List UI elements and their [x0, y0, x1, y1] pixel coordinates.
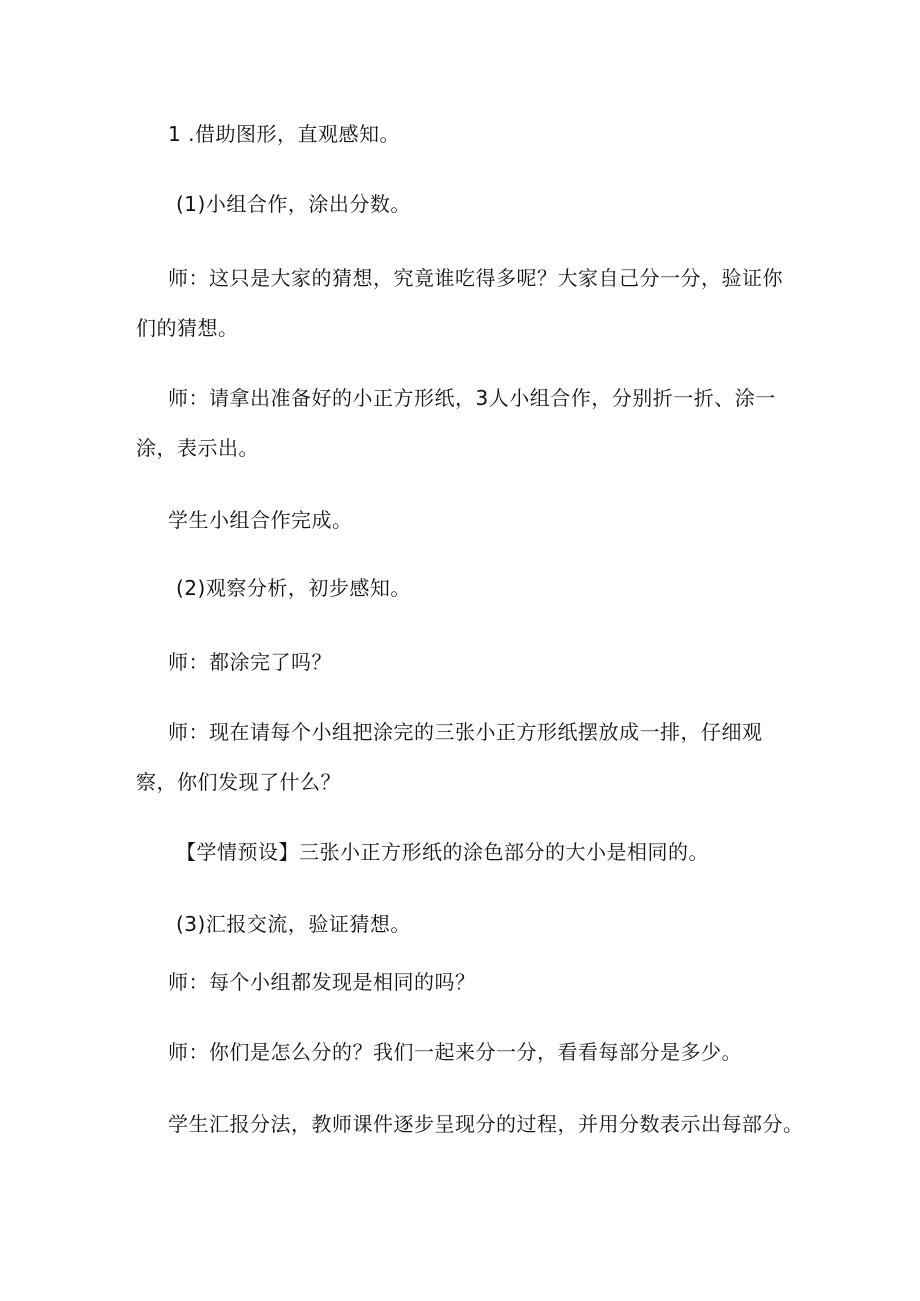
paragraph-line: 涂，表示出。 [136, 436, 259, 460]
paragraph-line: 【学情预设】三张小正方形纸的涂色部分的大小是相同的。 [176, 840, 709, 864]
subsection-heading-1: (1)小组合作，涂出分数。 [176, 192, 411, 216]
paragraph-line: 师：都涂完了吗？ [168, 650, 332, 674]
paragraph-line: 师：请拿出准备好的小正方形纸，3人小组合作，分别折一折、涂一 [168, 386, 776, 410]
paragraph-line: 察，你们发现了什么？ [136, 770, 341, 794]
paragraph-line: 师：现在请每个小组把涂完的三张小正方形纸摆放成一排，仔细观 [168, 720, 763, 744]
subsection-heading-2: (2)观察分析，初步感知。 [176, 576, 411, 600]
paragraph-line: 学生汇报分法，教师课件逐步呈现分的过程，并用分数表示出每部分。 [168, 1112, 804, 1136]
paragraph-line: 师：这只是大家的猜想，究竟谁吃得多呢？大家自己分一分，验证你 [168, 266, 783, 290]
subsection-heading-3: (3)汇报交流，验证猜想。 [176, 912, 411, 936]
paragraph-line: 师：每个小组都发现是相同的吗？ [168, 970, 476, 994]
paragraph-line: 师：你们是怎么分的？我们一起来分一分，看看每部分是多少。 [168, 1040, 742, 1064]
section-heading-1: 1 .借助图形，直观感知。 [168, 122, 400, 146]
paragraph-line: 们的猜想。 [136, 316, 239, 340]
paragraph-line: 学生小组合作完成。 [168, 508, 353, 532]
